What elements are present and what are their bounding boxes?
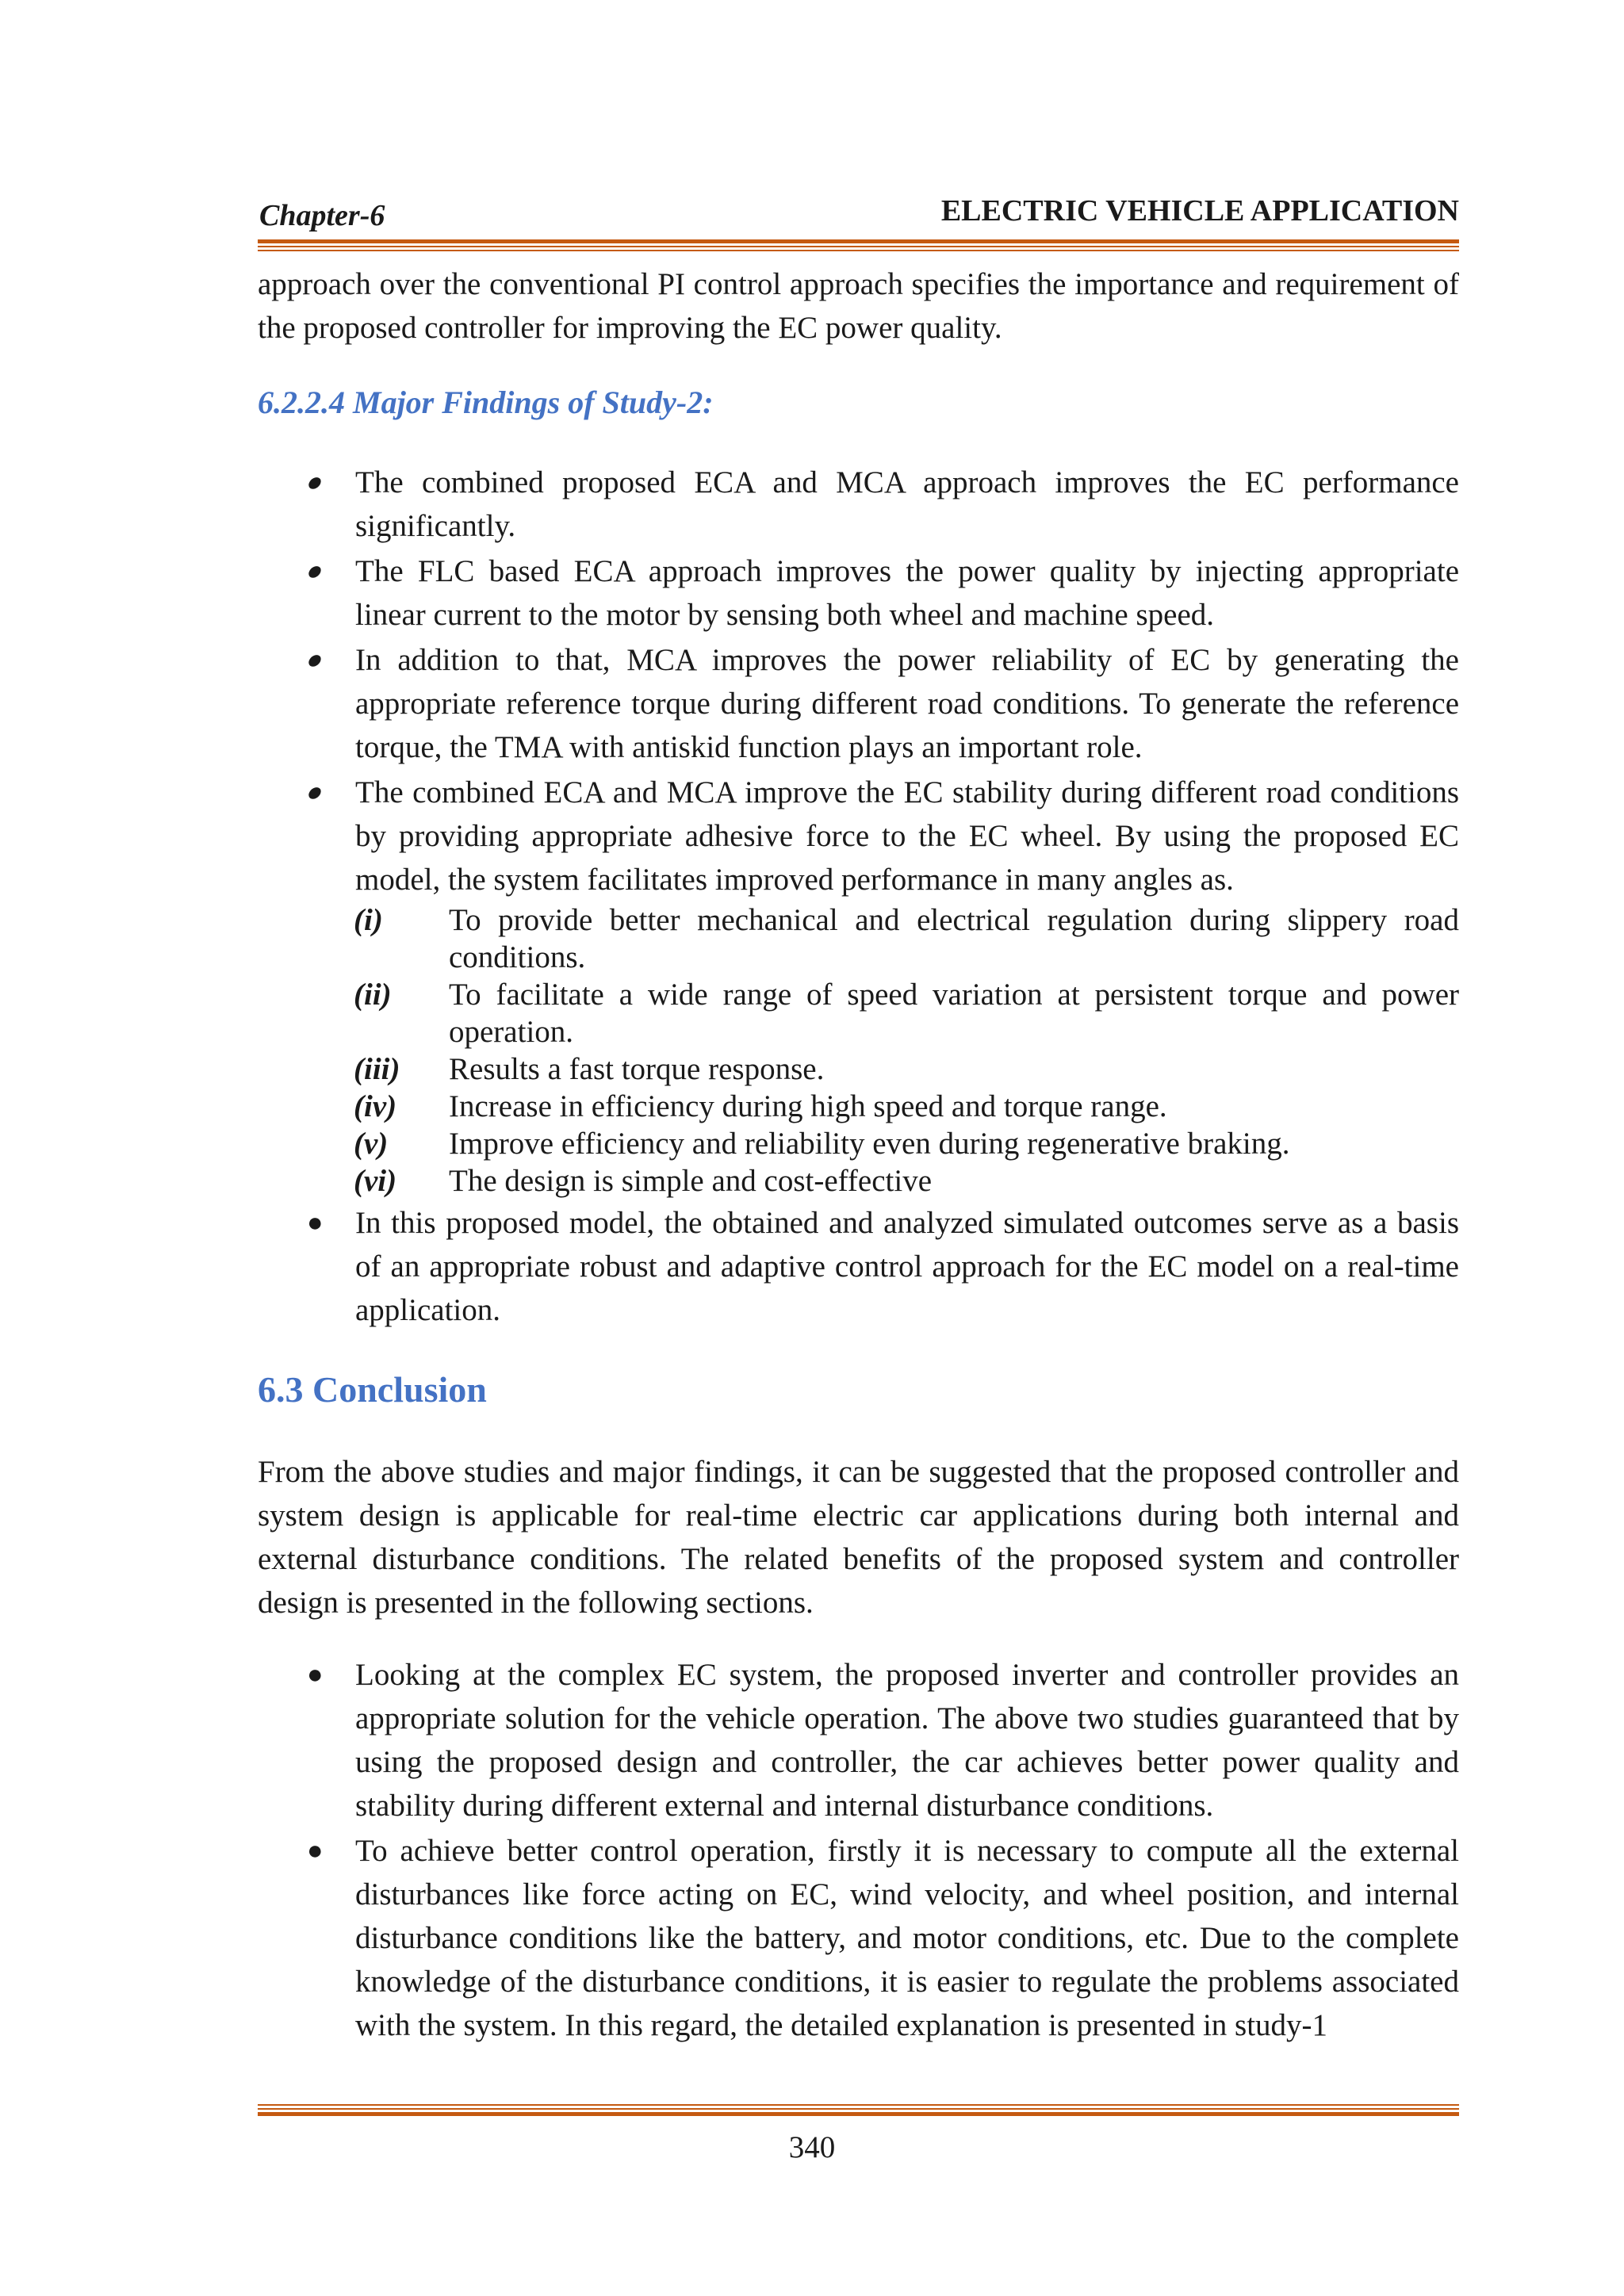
sub-item-number: (v) bbox=[354, 1127, 389, 1161]
sub-list-item: (iii) Results a fast torque response. bbox=[354, 1052, 825, 1086]
list-item: ● Looking at the complex EC system, the proposed inverter and controller provides an appropriate solution for the vehicle operation. The above two studies guaranteed that by using the proposed design and controller, the car achieves better power quality and stability during different external and internal disturbance conditions. bbox=[258, 1653, 1459, 1827]
bullet-icon: ● bbox=[307, 1208, 324, 1238]
sub-list-item: (i) To provide better mechanical and electrical regulation during slippery road conditions. bbox=[354, 903, 1459, 974]
intro-paragraph: approach over the conventional PI control approach specifies the importance and requirement of the proposed controller for improving the EC power quality. bbox=[258, 267, 1459, 345]
page-number: 340 bbox=[788, 2130, 836, 2164]
list-item: ● The combined ECA and MCA improve the EC stability during different road conditions by providing appropriate adhesive force to the EC wheel. By using the proposed EC model, the system facilitates improved performance in many angles as. (i) To provide better mechanical and electrical regulation during slippery road conditions. (ii) To facilitate a wide range of speed variation at persistent torque and power operation. (iii) Results a fast torque response. (iv) Increase in efficiency during high speed and torque range. (v) Improve efficiency and reliability even during regenerative braking. (vi) The design is simple and cost-effective bbox=[258, 771, 1459, 1200]
bullet-icon: ● bbox=[301, 778, 328, 807]
findings-list bbox=[258, 461, 1459, 1334]
sub-list bbox=[355, 901, 1459, 1200]
header-title: ELECTRIC VEHICLE APPLICATION bbox=[940, 194, 1459, 228]
list-item: ● In this proposed model, the obtained and analyzed simulated outcomes serve as a basis of an appropriate robust and adaptive control approach for the EC model on a real-time application. bbox=[258, 1201, 1459, 1332]
bullet-icon: ● bbox=[301, 645, 328, 675]
sub-item-number: (vi) bbox=[354, 1164, 397, 1198]
list-item: ● The FLC based ECA approach improves the power quality by injecting appropriate linear current to the motor by sensing both wheel and machine speed. bbox=[258, 549, 1459, 637]
list-item: ● The combined proposed ECA and MCA approach improves the EC performance significantly. bbox=[258, 461, 1459, 548]
header-rule bbox=[258, 239, 1459, 251]
sub-item-number: (iii) bbox=[354, 1052, 400, 1086]
footer-rule bbox=[258, 2104, 1459, 2116]
sub-item-number: (iv) bbox=[354, 1089, 397, 1123]
page-header bbox=[258, 193, 1459, 241]
sub-item-number: (ii) bbox=[354, 978, 392, 1012]
list-item: ● To achieve better control operation, firstly it is necessary to compute all the external disturbances like force acting on EC, wind velocity, and wheel position, and internal disturbance conditions like the battery, and motor conditions, etc. Due to the complete knowledge of the disturbance conditions, it is easier to regulate the problems associated with the system. In this regard, the detailed explanation is presented in study-1 bbox=[258, 1829, 1459, 2047]
conclusion-paragraph: From the above studies and major findings, it can be suggested that the proposed controller and system design is applicable for real-time electric car applications during both internal and external disturbance conditions. The related benefits of the proposed system and controller design is presented in the following sections. bbox=[258, 1455, 1459, 1620]
findings-heading: 6.2.2.4 Major Findings of Study-2: bbox=[258, 385, 714, 420]
conclusion-heading: 6.3 Conclusion bbox=[258, 1369, 487, 1410]
bullet-icon: ● bbox=[301, 468, 328, 497]
conclusion-list bbox=[258, 1653, 1459, 2049]
chapter-label: Chapter-6 bbox=[259, 199, 385, 232]
list-item: ● In addition to that, MCA improves the power reliability of EC by generating the appropriate reference torque during different road conditions. To generate the reference torque, the TMA with antiskid function plays an important role. bbox=[258, 638, 1459, 769]
bullet-icon: ● bbox=[301, 557, 328, 586]
sub-item-number: (i) bbox=[354, 903, 383, 937]
bullet-icon: ● bbox=[307, 1836, 324, 1866]
sub-list-item: (ii) To facilitate a wide range of speed variation at persistent torque and power operation. bbox=[354, 978, 1459, 1049]
sub-list-item: (iv) Increase in efficiency during high speed and torque range. bbox=[354, 1089, 1167, 1123]
sub-list-item: (v) Improve efficiency and reliability even during regenerative braking. bbox=[354, 1127, 1290, 1161]
sub-list-item: (vi) The design is simple and cost-effective bbox=[354, 1164, 933, 1198]
bullet-icon: ● bbox=[307, 1660, 324, 1689]
